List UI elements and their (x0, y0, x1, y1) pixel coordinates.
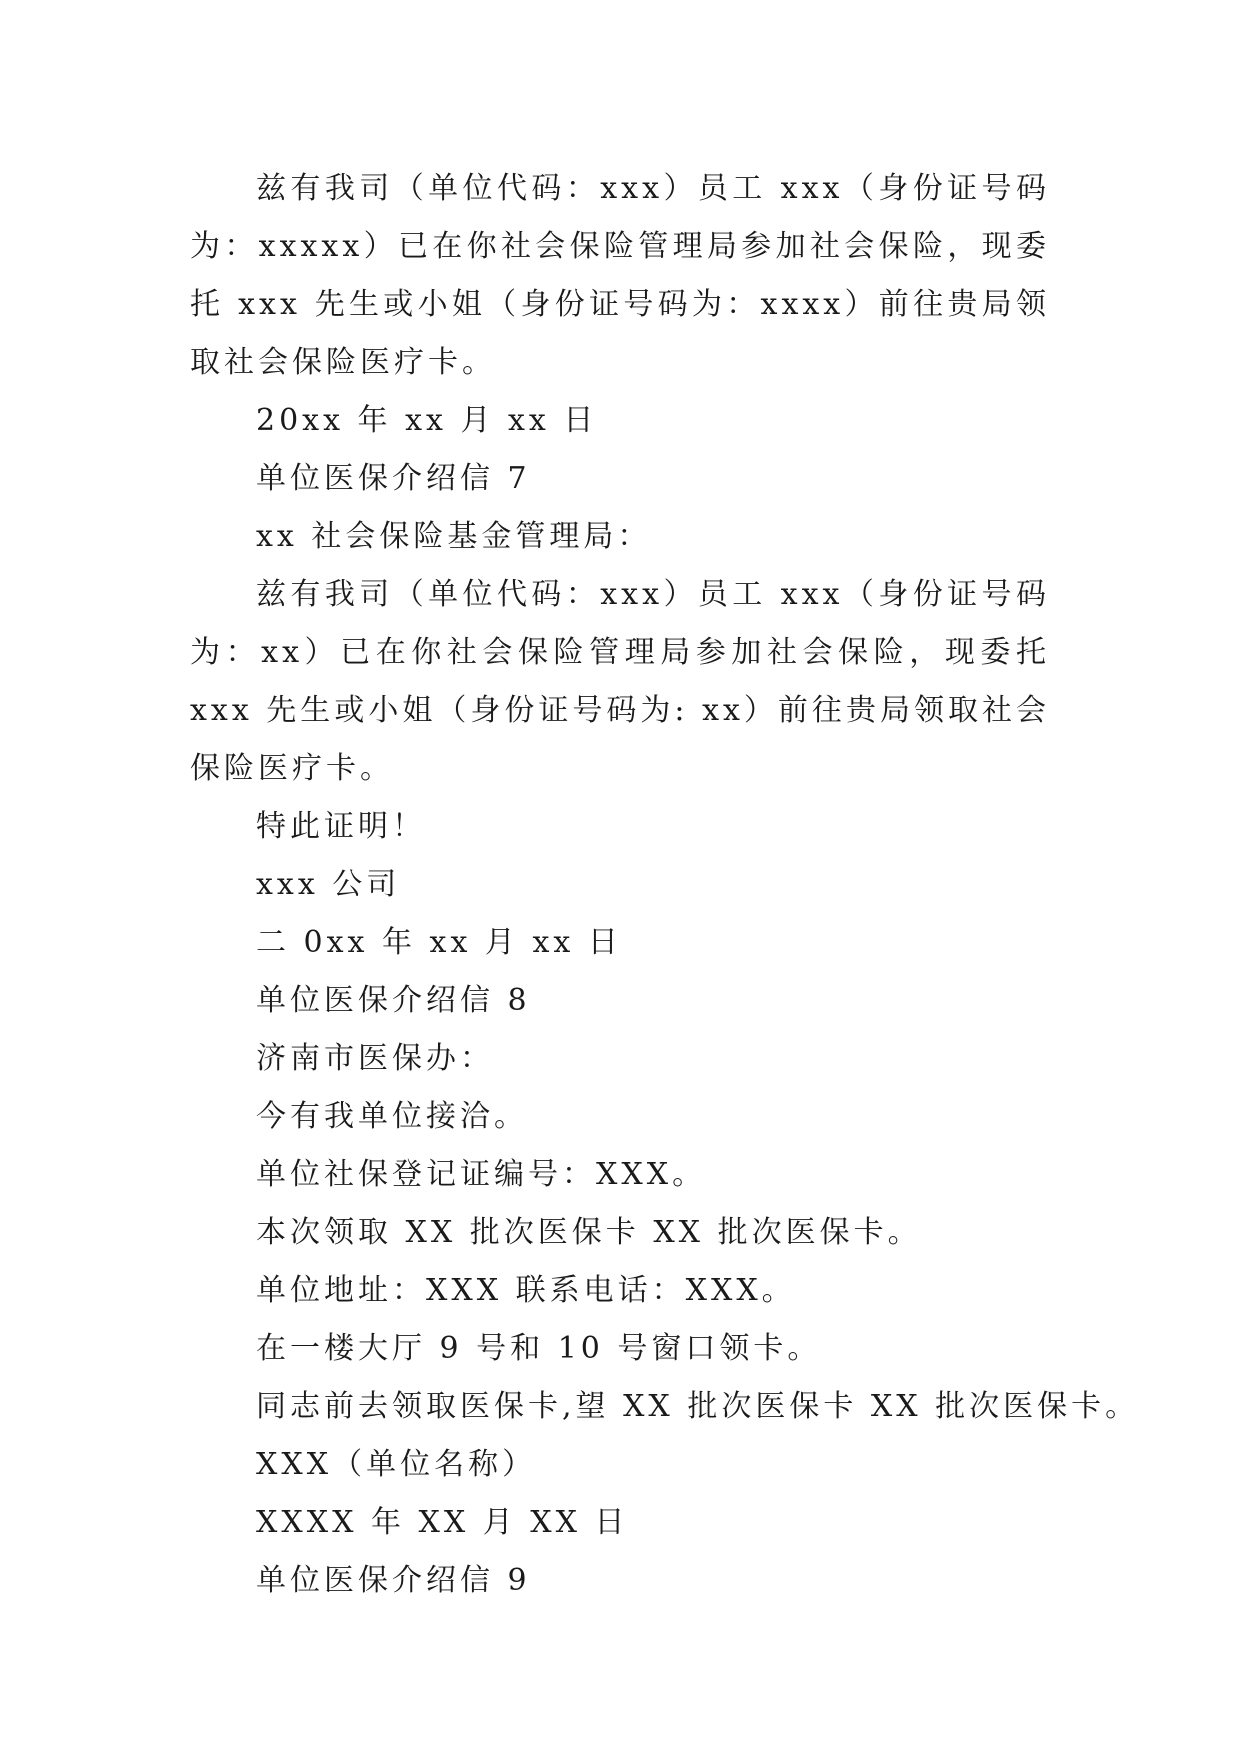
letter-heading-9: 单位医保介绍信 9 (256, 1563, 531, 1598)
registration-line: 单位社保登记证编号：XXX。 (256, 1157, 707, 1192)
date-line-2: 二 0xx 年 xx 月 xx 日 (256, 925, 622, 960)
addressee-line-8: 济南市医保办： (256, 1041, 494, 1076)
addressee-line-7: xx 社会保险基金管理局： (256, 519, 652, 554)
date-line-1: 20xx 年 xx 月 xx 日 (256, 403, 598, 438)
letter-paragraph-2: 兹有我司（单位代码：xxx）员工 xxx（身份证号码为：xx）已在你社会保险管理局参加社会保险，现委托 xxx 先生或小姐（身份证号码为: xx）前往贵局领取社会保险医疗卡。 (190, 577, 1050, 786)
window-line: 在一楼大厅 9 号和 10 号窗口领卡。 (256, 1331, 822, 1366)
batch-line: 本次领取 XX 批次医保卡 XX 批次医保卡。 (256, 1215, 922, 1250)
date-line-3: XXXX 年 XX 月 XX 日 (256, 1505, 629, 1540)
address-line: 单位地址：XXX 联系电话：XXX。 (256, 1273, 796, 1308)
closing-line: 特此证明！ (256, 809, 426, 844)
letter-heading-7: 单位医保介绍信 7 (256, 461, 531, 496)
letter-heading-8: 单位医保介绍信 8 (256, 983, 531, 1018)
document-page (190, 160, 1140, 1610)
comrade-line: 同志前去领取医保卡,望 XX 批次医保卡 XX 批次医保卡。 (256, 1389, 1140, 1424)
unit-name-line: XXX（单位名称） (256, 1447, 537, 1482)
company-name: xxx 公司 (256, 867, 401, 902)
letter-paragraph-1: 兹有我司（单位代码：xxx）员工 xxx（身份证号码为：xxxxx）已在你社会保险管理局参加社会保险，现委托 xxx 先生或小姐（身份证号码为：xxxx）前往贵局领取社会保险医疗卡。 (190, 171, 1050, 380)
intro-line: 今有我单位接洽。 (256, 1099, 528, 1134)
